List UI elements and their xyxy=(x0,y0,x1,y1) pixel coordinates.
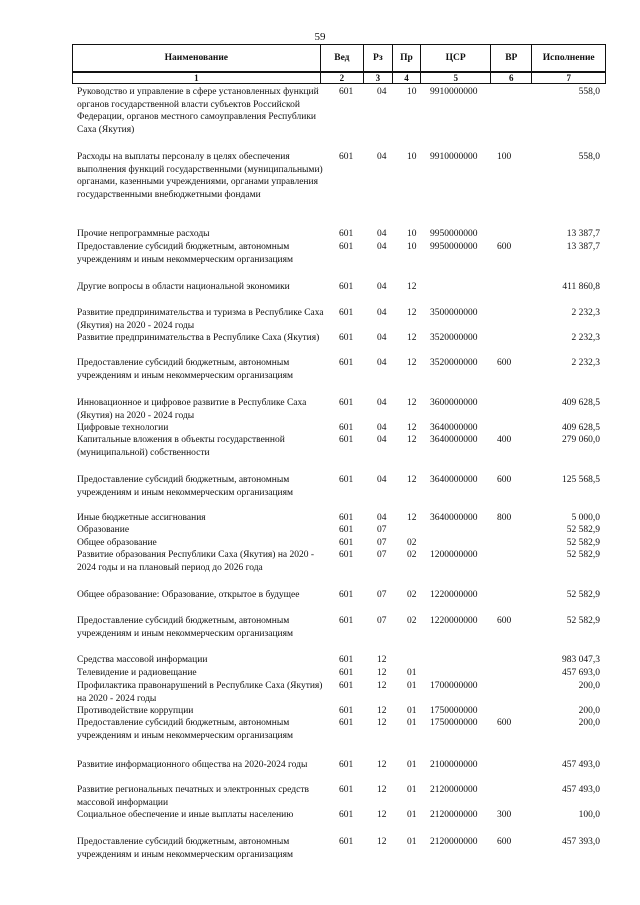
cell-name: Инновационное и цифровое развитие в Республике Саха (Якутия) на 2020 - 2024 годы xyxy=(77,398,307,421)
cell-pr: 12 xyxy=(407,435,417,445)
cell-name: Предоставление субсидий бюджетным, автономным учреждениям и иным некоммерческим организациям xyxy=(77,242,294,265)
cell-name: Телевидение и радиовещание xyxy=(77,668,197,678)
cell-ved: 601 xyxy=(339,681,354,691)
cell-rz: 12 xyxy=(377,655,387,665)
col-header-rz: Рз xyxy=(364,45,393,73)
cell-rz: 12 xyxy=(377,837,387,847)
col-number-1: 1 xyxy=(73,72,321,84)
cell-name: Руководство и управление в сфере установленных функций органов государственной власти субъектов Российской Федерации, органов местного самоуправления Республики Саха (Якутия) xyxy=(77,87,319,135)
cell-vr: 400 xyxy=(497,435,512,445)
cell-ved: 601 xyxy=(339,718,354,728)
cell-name: Развитие предпринимательства в Республике Саха (Якутия) xyxy=(77,333,320,343)
cell-pr: 12 xyxy=(407,282,417,292)
cell-rz: 04 xyxy=(377,475,387,485)
cell-csr: 2120000000 xyxy=(430,810,478,820)
cell-csr: 1200000000 xyxy=(430,550,478,560)
cell-amount: 457 693,0 xyxy=(562,668,600,678)
cell-name: Предоставление субсидий бюджетным, автономным учреждениям и иным некоммерческим организациям xyxy=(77,358,294,381)
cell-amount: 200,0 xyxy=(578,718,600,728)
cell-ved: 601 xyxy=(339,810,354,820)
cell-amount: 558,0 xyxy=(578,87,600,97)
cell-ved: 601 xyxy=(339,550,354,560)
col-header-csr: ЦСР xyxy=(421,45,491,73)
cell-vr: 600 xyxy=(497,616,512,626)
cell-amount: 409 628,5 xyxy=(562,398,600,408)
cell-amount: 409 628,5 xyxy=(562,423,600,433)
cell-amount: 100,0 xyxy=(578,810,600,820)
cell-ved: 601 xyxy=(339,358,354,368)
cell-name: Развитие информационного общества на 2020-2024 годы xyxy=(77,760,308,770)
cell-ved: 601 xyxy=(339,152,354,162)
cell-csr: 2120000000 xyxy=(430,837,478,847)
cell-pr: 02 xyxy=(407,590,417,600)
cell-csr: 9950000000 xyxy=(430,242,478,252)
cell-csr: 9950000000 xyxy=(430,229,478,239)
cell-amount: 457 493,0 xyxy=(562,760,600,770)
cell-ved: 601 xyxy=(339,785,354,795)
page-number: 59 xyxy=(314,31,326,43)
cell-amount: 52 582,9 xyxy=(566,616,600,626)
cell-rz: 04 xyxy=(377,358,387,368)
cell-pr: 12 xyxy=(407,513,417,523)
cell-ved: 601 xyxy=(339,475,354,485)
cell-rz: 04 xyxy=(377,513,387,523)
cell-rz: 07 xyxy=(377,550,387,560)
cell-rz: 04 xyxy=(377,229,387,239)
cell-pr: 02 xyxy=(407,616,417,626)
cell-pr: 02 xyxy=(407,550,417,560)
cell-pr: 01 xyxy=(407,785,417,795)
cell-name: Развитие образования Республики Саха (Якутия) на 2020 - 2024 годы и на плановый период до 2026 года xyxy=(77,550,315,573)
cell-vr: 600 xyxy=(497,358,512,368)
cell-amount: 279 060,0 xyxy=(562,435,600,445)
cell-pr: 10 xyxy=(407,87,417,97)
cell-csr: 1220000000 xyxy=(430,590,478,600)
cell-csr: 1750000000 xyxy=(430,718,478,728)
cell-vr: 600 xyxy=(497,837,512,847)
cell-rz: 12 xyxy=(377,810,387,820)
cell-rz: 04 xyxy=(377,87,387,97)
cell-pr: 12 xyxy=(407,423,417,433)
cell-pr: 01 xyxy=(407,760,417,770)
cell-ved: 601 xyxy=(339,706,354,716)
cell-rz: 04 xyxy=(377,152,387,162)
cell-rz: 12 xyxy=(377,706,387,716)
cell-csr: 3500000000 xyxy=(430,308,478,318)
cell-pr: 01 xyxy=(407,681,417,691)
cell-amount: 125 568,5 xyxy=(562,475,600,485)
cell-ved: 601 xyxy=(339,513,354,523)
cell-ved: 601 xyxy=(339,668,354,678)
cell-ved: 601 xyxy=(339,435,354,445)
cell-csr: 3520000000 xyxy=(430,358,478,368)
cell-ved: 601 xyxy=(339,760,354,770)
cell-amount: 411 860,8 xyxy=(562,282,600,292)
cell-pr: 12 xyxy=(407,398,417,408)
col-header-name: Наименование xyxy=(73,45,321,73)
cell-amount: 200,0 xyxy=(578,706,600,716)
cell-ved: 601 xyxy=(339,538,354,548)
cell-name: Цифровые технологии xyxy=(77,423,169,433)
cell-amount: 13 387,7 xyxy=(566,229,600,239)
cell-pr: 12 xyxy=(407,358,417,368)
cell-vr: 100 xyxy=(497,152,512,162)
cell-csr: 3520000000 xyxy=(430,333,478,343)
cell-pr: 01 xyxy=(407,706,417,716)
cell-rz: 04 xyxy=(377,423,387,433)
cell-rz: 12 xyxy=(377,760,387,770)
col-number-3: 3 xyxy=(364,72,393,84)
cell-ved: 601 xyxy=(339,87,354,97)
cell-amount: 52 582,9 xyxy=(566,590,600,600)
cell-rz: 04 xyxy=(377,282,387,292)
cell-rz: 07 xyxy=(377,538,387,548)
cell-rz: 04 xyxy=(377,308,387,318)
cell-csr: 3640000000 xyxy=(430,435,478,445)
cell-ved: 601 xyxy=(339,242,354,252)
cell-name: Расходы на выплаты персоналу в целях обеспечения выполнения функций государственными (муниципальными) органами, казенными учреждениями, органами управления государственными внебюджетными фондами xyxy=(77,152,323,200)
col-number-6: 6 xyxy=(491,72,532,84)
cell-name: Развитие региональных печатных и электронных средств массовой информации xyxy=(77,785,309,808)
cell-name: Образование xyxy=(77,525,130,535)
cell-vr: 600 xyxy=(497,718,512,728)
cell-rz: 07 xyxy=(377,525,387,535)
cell-ved: 601 xyxy=(339,282,354,292)
cell-name: Предоставление субсидий бюджетным, автономным учреждениям и иным некоммерческим организациям xyxy=(77,475,294,498)
cell-csr: 9910000000 xyxy=(430,87,478,97)
cell-ved: 601 xyxy=(339,423,354,433)
col-header-ved: Вед xyxy=(320,45,363,73)
cell-name: Средства массовой информации xyxy=(77,655,208,665)
cell-ved: 601 xyxy=(339,333,354,343)
cell-ved: 601 xyxy=(339,590,354,600)
col-number-2: 2 xyxy=(320,72,363,84)
cell-rz: 12 xyxy=(377,668,387,678)
cell-pr: 10 xyxy=(407,242,417,252)
cell-name: Предоставление субсидий бюджетным, автономным учреждениям и иным некоммерческим организациям xyxy=(77,616,294,639)
cell-csr: 1220000000 xyxy=(430,616,478,626)
cell-ved: 601 xyxy=(339,398,354,408)
cell-pr: 10 xyxy=(407,152,417,162)
cell-rz: 04 xyxy=(377,242,387,252)
cell-ved: 601 xyxy=(339,229,354,239)
cell-amount: 13 387,7 xyxy=(566,242,600,252)
cell-csr: 1700000000 xyxy=(430,681,478,691)
cell-rz: 12 xyxy=(377,718,387,728)
cell-pr: 12 xyxy=(407,308,417,318)
cell-name: Общее образование: Образование, открытое в будущее xyxy=(77,590,300,600)
cell-ved: 601 xyxy=(339,525,354,535)
col-number-7: 7 xyxy=(532,72,606,84)
cell-name: Противодействие коррупции xyxy=(77,706,194,716)
cell-amount: 457 393,0 xyxy=(562,837,600,847)
cell-ved: 601 xyxy=(339,655,354,665)
cell-vr: 800 xyxy=(497,513,512,523)
cell-csr: 2120000000 xyxy=(430,785,478,795)
cell-vr: 300 xyxy=(497,810,512,820)
cell-name: Капитальные вложения в объекты государственной (муниципальной) собственности xyxy=(77,435,285,458)
cell-amount: 52 582,9 xyxy=(566,550,600,560)
cell-csr: 9910000000 xyxy=(430,152,478,162)
col-number-4: 4 xyxy=(392,72,421,84)
cell-name: Профилактика правонарушений в Республике Саха (Якутия) на 2020 - 2024 годы xyxy=(77,681,323,704)
cell-pr: 12 xyxy=(407,475,417,485)
cell-pr: 10 xyxy=(407,229,417,239)
cell-rz: 07 xyxy=(377,590,387,600)
cell-pr: 01 xyxy=(407,718,417,728)
cell-amount: 200,0 xyxy=(578,681,600,691)
cell-name: Предоставление субсидий бюджетным, автономным учреждениям и иным некоммерческим организациям xyxy=(77,837,294,860)
col-header-amount: Исполнение xyxy=(532,45,606,73)
cell-name: Прочие непрограммные расходы xyxy=(77,229,210,239)
cell-name: Иные бюджетные ассигнования xyxy=(77,513,206,523)
cell-amount: 2 232,3 xyxy=(571,333,600,343)
cell-pr: 12 xyxy=(407,333,417,343)
cell-amount: 52 582,9 xyxy=(566,538,600,548)
cell-pr: 01 xyxy=(407,837,417,847)
cell-pr: 01 xyxy=(407,810,417,820)
cell-rz: 04 xyxy=(377,398,387,408)
col-number-5: 5 xyxy=(421,72,491,84)
cell-pr: 01 xyxy=(407,668,417,678)
cell-name: Развитие предпринимательства и туризма в Республике Саха (Якутия) на 2020 - 2024 годы xyxy=(77,308,324,331)
cell-rz: 07 xyxy=(377,616,387,626)
cell-amount: 5 000,0 xyxy=(571,513,600,523)
cell-amount: 558,0 xyxy=(578,152,600,162)
cell-amount: 983 047,3 xyxy=(562,655,600,665)
cell-csr: 3640000000 xyxy=(430,475,478,485)
cell-name: Социальное обеспечение и иные выплаты населению xyxy=(77,810,294,820)
cell-amount: 2 232,3 xyxy=(571,358,600,368)
cell-csr: 2100000000 xyxy=(430,760,478,770)
cell-rz: 04 xyxy=(377,435,387,445)
cell-vr: 600 xyxy=(497,475,512,485)
cell-csr: 1750000000 xyxy=(430,706,478,716)
cell-amount: 457 493,0 xyxy=(562,785,600,795)
cell-ved: 601 xyxy=(339,308,354,318)
cell-name: Общее образование xyxy=(77,538,157,548)
cell-rz: 04 xyxy=(377,333,387,343)
cell-rz: 12 xyxy=(377,681,387,691)
cell-name: Другие вопросы в области национальной экономики xyxy=(77,282,290,292)
cell-pr: 02 xyxy=(407,538,417,548)
cell-csr: 3640000000 xyxy=(430,423,478,433)
cell-ved: 601 xyxy=(339,616,354,626)
cell-csr: 3640000000 xyxy=(430,513,478,523)
col-header-vr: ВР xyxy=(491,45,532,73)
cell-ved: 601 xyxy=(339,837,354,847)
cell-csr: 3600000000 xyxy=(430,398,478,408)
cell-amount: 52 582,9 xyxy=(566,525,600,535)
cell-amount: 2 232,3 xyxy=(571,308,600,318)
cell-rz: 12 xyxy=(377,785,387,795)
cell-name: Предоставление субсидий бюджетным, автономным учреждениям и иным некоммерческим организациям xyxy=(77,718,294,741)
cell-vr: 600 xyxy=(497,242,512,252)
col-header-pr: Пр xyxy=(392,45,421,73)
